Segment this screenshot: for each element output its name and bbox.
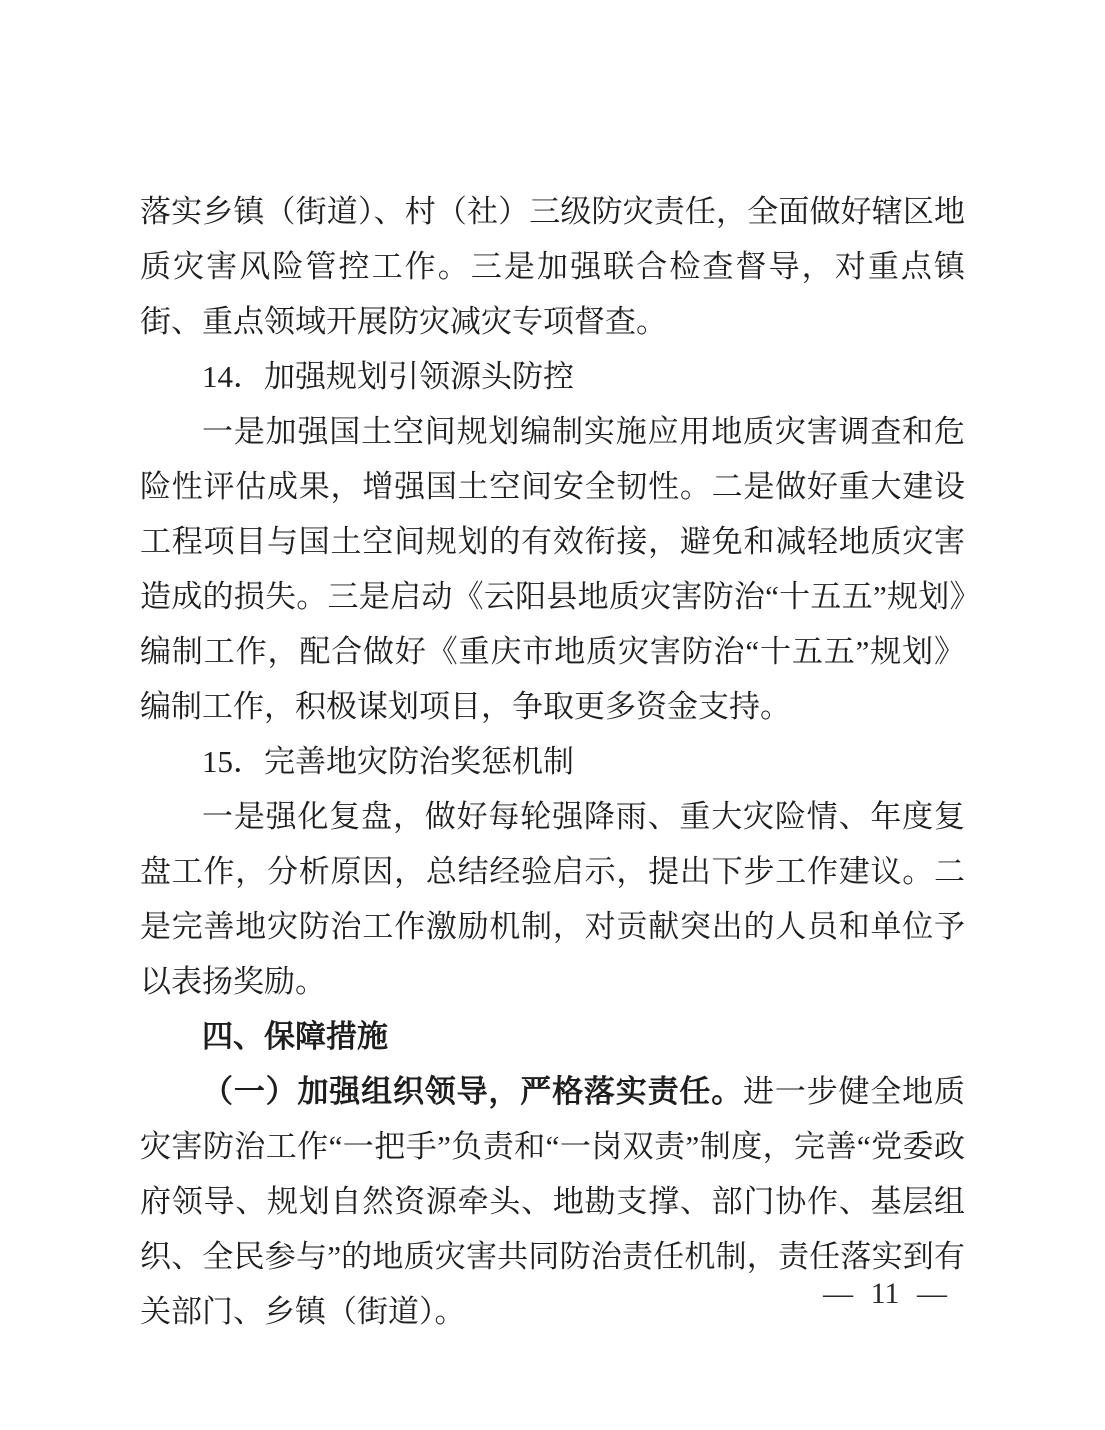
text-segment: 一是强化复盘，做好每轮强降雨、重大灾险情、年度复盘工作，分析原因，总结经验启示，提出下步工作建议。二是完善地灾防治工作激励机制，对贡献突出的人员和单位予以表扬奖励。 [140, 799, 965, 999]
para-item-14-body [140, 404, 965, 734]
text-segment: 落实乡镇（街道）、村（社）三级防灾责任，全面做好辖区地质灾害风险管控工作。三是加强联合检查督导，对重点镇街、重点领域开展防灾减灾专项督查。 [140, 194, 965, 339]
page-footer [823, 1276, 947, 1312]
heading-item-15 [140, 734, 965, 789]
page-number: — 11 — [823, 1277, 947, 1310]
para-continuation-from-prev-page [140, 184, 965, 349]
document-body [140, 184, 965, 1339]
para-item-15-body [140, 789, 965, 1009]
text-segment: 14．加强规划引领源头防控 [202, 359, 574, 394]
bold-text-segment: 四、保障措施 [202, 1019, 388, 1054]
text-segment: 15．完善地灾防治奖惩机制 [202, 744, 574, 779]
text-segment: 一是加强国土空间规划编制实施应用地质灾害调查和危险性评估成果，增强国土空间安全韧性。二是做好重大建设工程项目与国土空间规划的有效衔接，避免和减轻地质灾害造成的损失。三是启动《云阳县地质灾害防治“十五五”规划》编制工作，配合做好《重庆市地质灾害防治“十五五”规划》编制工作，积极谋划项目，争取更多资金支持。 [140, 414, 965, 724]
text-segment: 进一步健全地质灾害防治工作“一把手”负责和“一岗双责”制度，完善“党委政府领导、规划自然资源牵头、地勘支撑、部门协作、基层组织、全民参与”的地质灾害共同防治责任机制，责任落实到有关部门、乡镇（街道）。 [140, 1074, 966, 1329]
heading-item-14 [140, 349, 965, 404]
bold-text-segment: （一）加强组织领导，严格落实责任。 [202, 1074, 744, 1109]
heading-section-4 [140, 1009, 965, 1064]
